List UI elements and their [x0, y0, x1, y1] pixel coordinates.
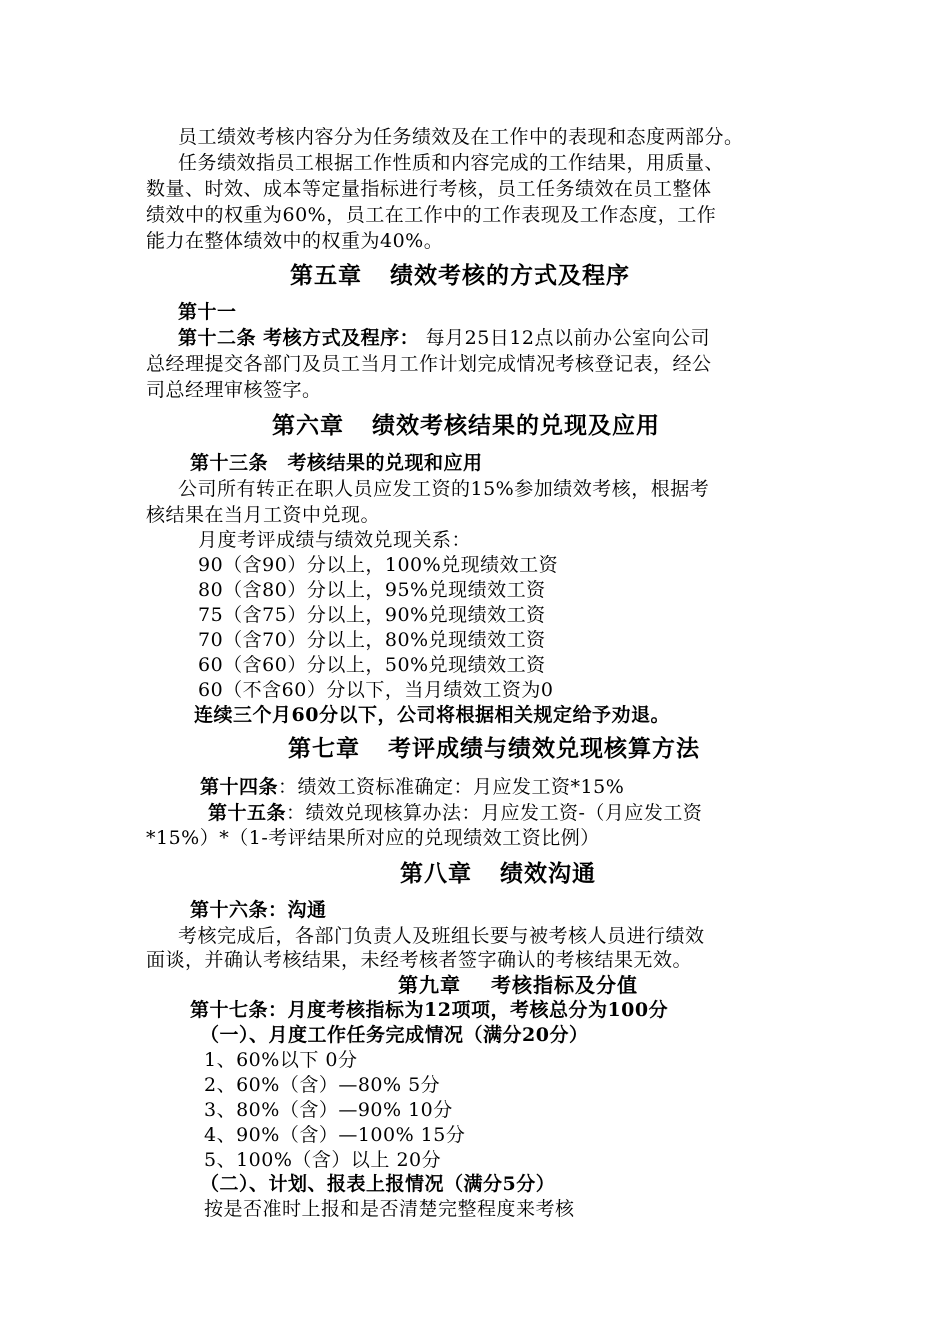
chapter-7-title: 考评成绩与绩效兑现核算方法 — [388, 735, 700, 762]
article-14 — [200, 775, 624, 799]
article-15-line-2: *15%）*（1-考评结果所对应的兑现绩效工资比例） — [146, 827, 600, 849]
article-12-label: 第十二条 考核方式及程序： — [178, 327, 420, 349]
chapter-8-heading — [400, 860, 596, 888]
intro-paragraph-2-line-3: 绩效中的权重为60%，员工在工作中的工作表现及工作态度，工作 — [146, 204, 717, 226]
intro-paragraph-2-line-2: 数量、时效、成本等定量指标进行考核，员工任务绩效在员工整体 — [146, 178, 712, 200]
chapter-6-heading — [272, 412, 660, 440]
section-1-item: 4、90%（含）—100% 15分 — [204, 1124, 466, 1146]
article-12-line-1 — [178, 326, 710, 350]
rule-item: 60（不含60）分以下，当月绩效工资为0 — [198, 679, 554, 701]
chapter-8-paragraph-line-1: 考核完成后，各部门负责人及班组长要与被考核人员进行绩效 — [178, 925, 705, 947]
chapter-7-heading — [288, 735, 700, 763]
rule-item: 80（含80）分以上，95%兑现绩效工资 — [198, 579, 546, 601]
intro-paragraph-1: 员工绩效考核内容分为任务绩效及在工作中的表现和态度两部分。 — [178, 126, 744, 148]
rule-item: 90（含90）分以上，100%兑现绩效工资 — [198, 554, 559, 576]
section-2-heading: （二）、计划、报表上报情况（满分5分） — [200, 1173, 556, 1195]
section-1-item: 3、80%（含）—90% 10分 — [204, 1099, 453, 1121]
intro-paragraph-2-line-1: 任务绩效指员工根据工作性质和内容完成的工作结果，用质量、 — [178, 152, 725, 174]
chapter-5-heading — [290, 262, 630, 290]
chapter-6-title: 绩效考核结果的兑现及应用 — [372, 412, 660, 439]
dismissal-warning: 连续三个月60分以下，公司将根据相关规定给予劝退。 — [194, 704, 670, 726]
article-15-line-1 — [208, 801, 702, 825]
chapter-6-paragraph-line-1: 公司所有转正在职人员应发工资的15%参加绩效考核，根据考 — [178, 478, 710, 500]
chapter-6-number: 第六章 — [272, 412, 344, 439]
relation-heading: 月度考评成绩与绩效兑现关系： — [198, 529, 472, 551]
article-16: 第十六条：沟通 — [190, 899, 327, 921]
article-12-text: 每月25日12点以前办公室向公司 — [419, 327, 711, 349]
article-15-label: 第十五条 — [208, 802, 287, 824]
section-1-heading: （一）、月度工作任务完成情况（满分20分） — [200, 1024, 589, 1046]
section-1-item: 2、60%（含）—80% 5分 — [204, 1074, 441, 1096]
section-1-item: 5、100%（含）以上 20分 — [204, 1149, 442, 1171]
rule-item: 75（含75）分以上，90%兑现绩效工资 — [198, 604, 546, 626]
article-11: 第十一 — [178, 301, 237, 323]
chapter-5-number: 第五章 — [290, 262, 362, 289]
chapter-8-number: 第八章 — [400, 860, 472, 887]
chapter-8-paragraph-line-2: 面谈，并确认考核结果，未经考核者签字确认的考核结果无效。 — [146, 949, 693, 971]
article-17: 第十七条：月度考核指标为12项项，考核总分为100分 — [190, 999, 669, 1021]
section-1-item: 1、60%以下 0分 — [204, 1049, 358, 1071]
article-14-label: 第十四条 — [200, 776, 279, 798]
article-12-line-2: 总经理提交各部门及员工当月工作计划完成情况考核登记表，经公 — [146, 353, 712, 375]
article-13: 第十三条 考核结果的兑现和应用 — [190, 452, 483, 474]
rule-item: 70（含70）分以上，80%兑现绩效工资 — [198, 629, 546, 651]
chapter-8-title: 绩效沟通 — [500, 860, 596, 887]
chapter-5-title: 绩效考核的方式及程序 — [390, 262, 630, 289]
chapter-9-heading — [398, 973, 638, 997]
chapter-9-title: 考核指标及分值 — [491, 973, 638, 997]
rule-item: 60（含60）分以上，50%兑现绩效工资 — [198, 654, 546, 676]
article-12-line-3: 司总经理审核签字。 — [146, 379, 322, 401]
section-2-text: 按是否准时上报和是否清楚完整程度来考核 — [204, 1198, 575, 1220]
intro-paragraph-2-line-4: 能力在整体绩效中的权重为40%。 — [146, 230, 444, 252]
chapter-9-number: 第九章 — [398, 973, 461, 997]
chapter-6-paragraph-line-2: 核结果在当月工资中兑现。 — [146, 504, 381, 526]
chapter-7-number: 第七章 — [288, 735, 360, 762]
article-14-text: ：绩效工资标准确定：月应发工资*15% — [278, 776, 625, 798]
article-15-text: ：绩效兑现核算办法：月应发工资-（月应发工资 — [286, 802, 703, 824]
